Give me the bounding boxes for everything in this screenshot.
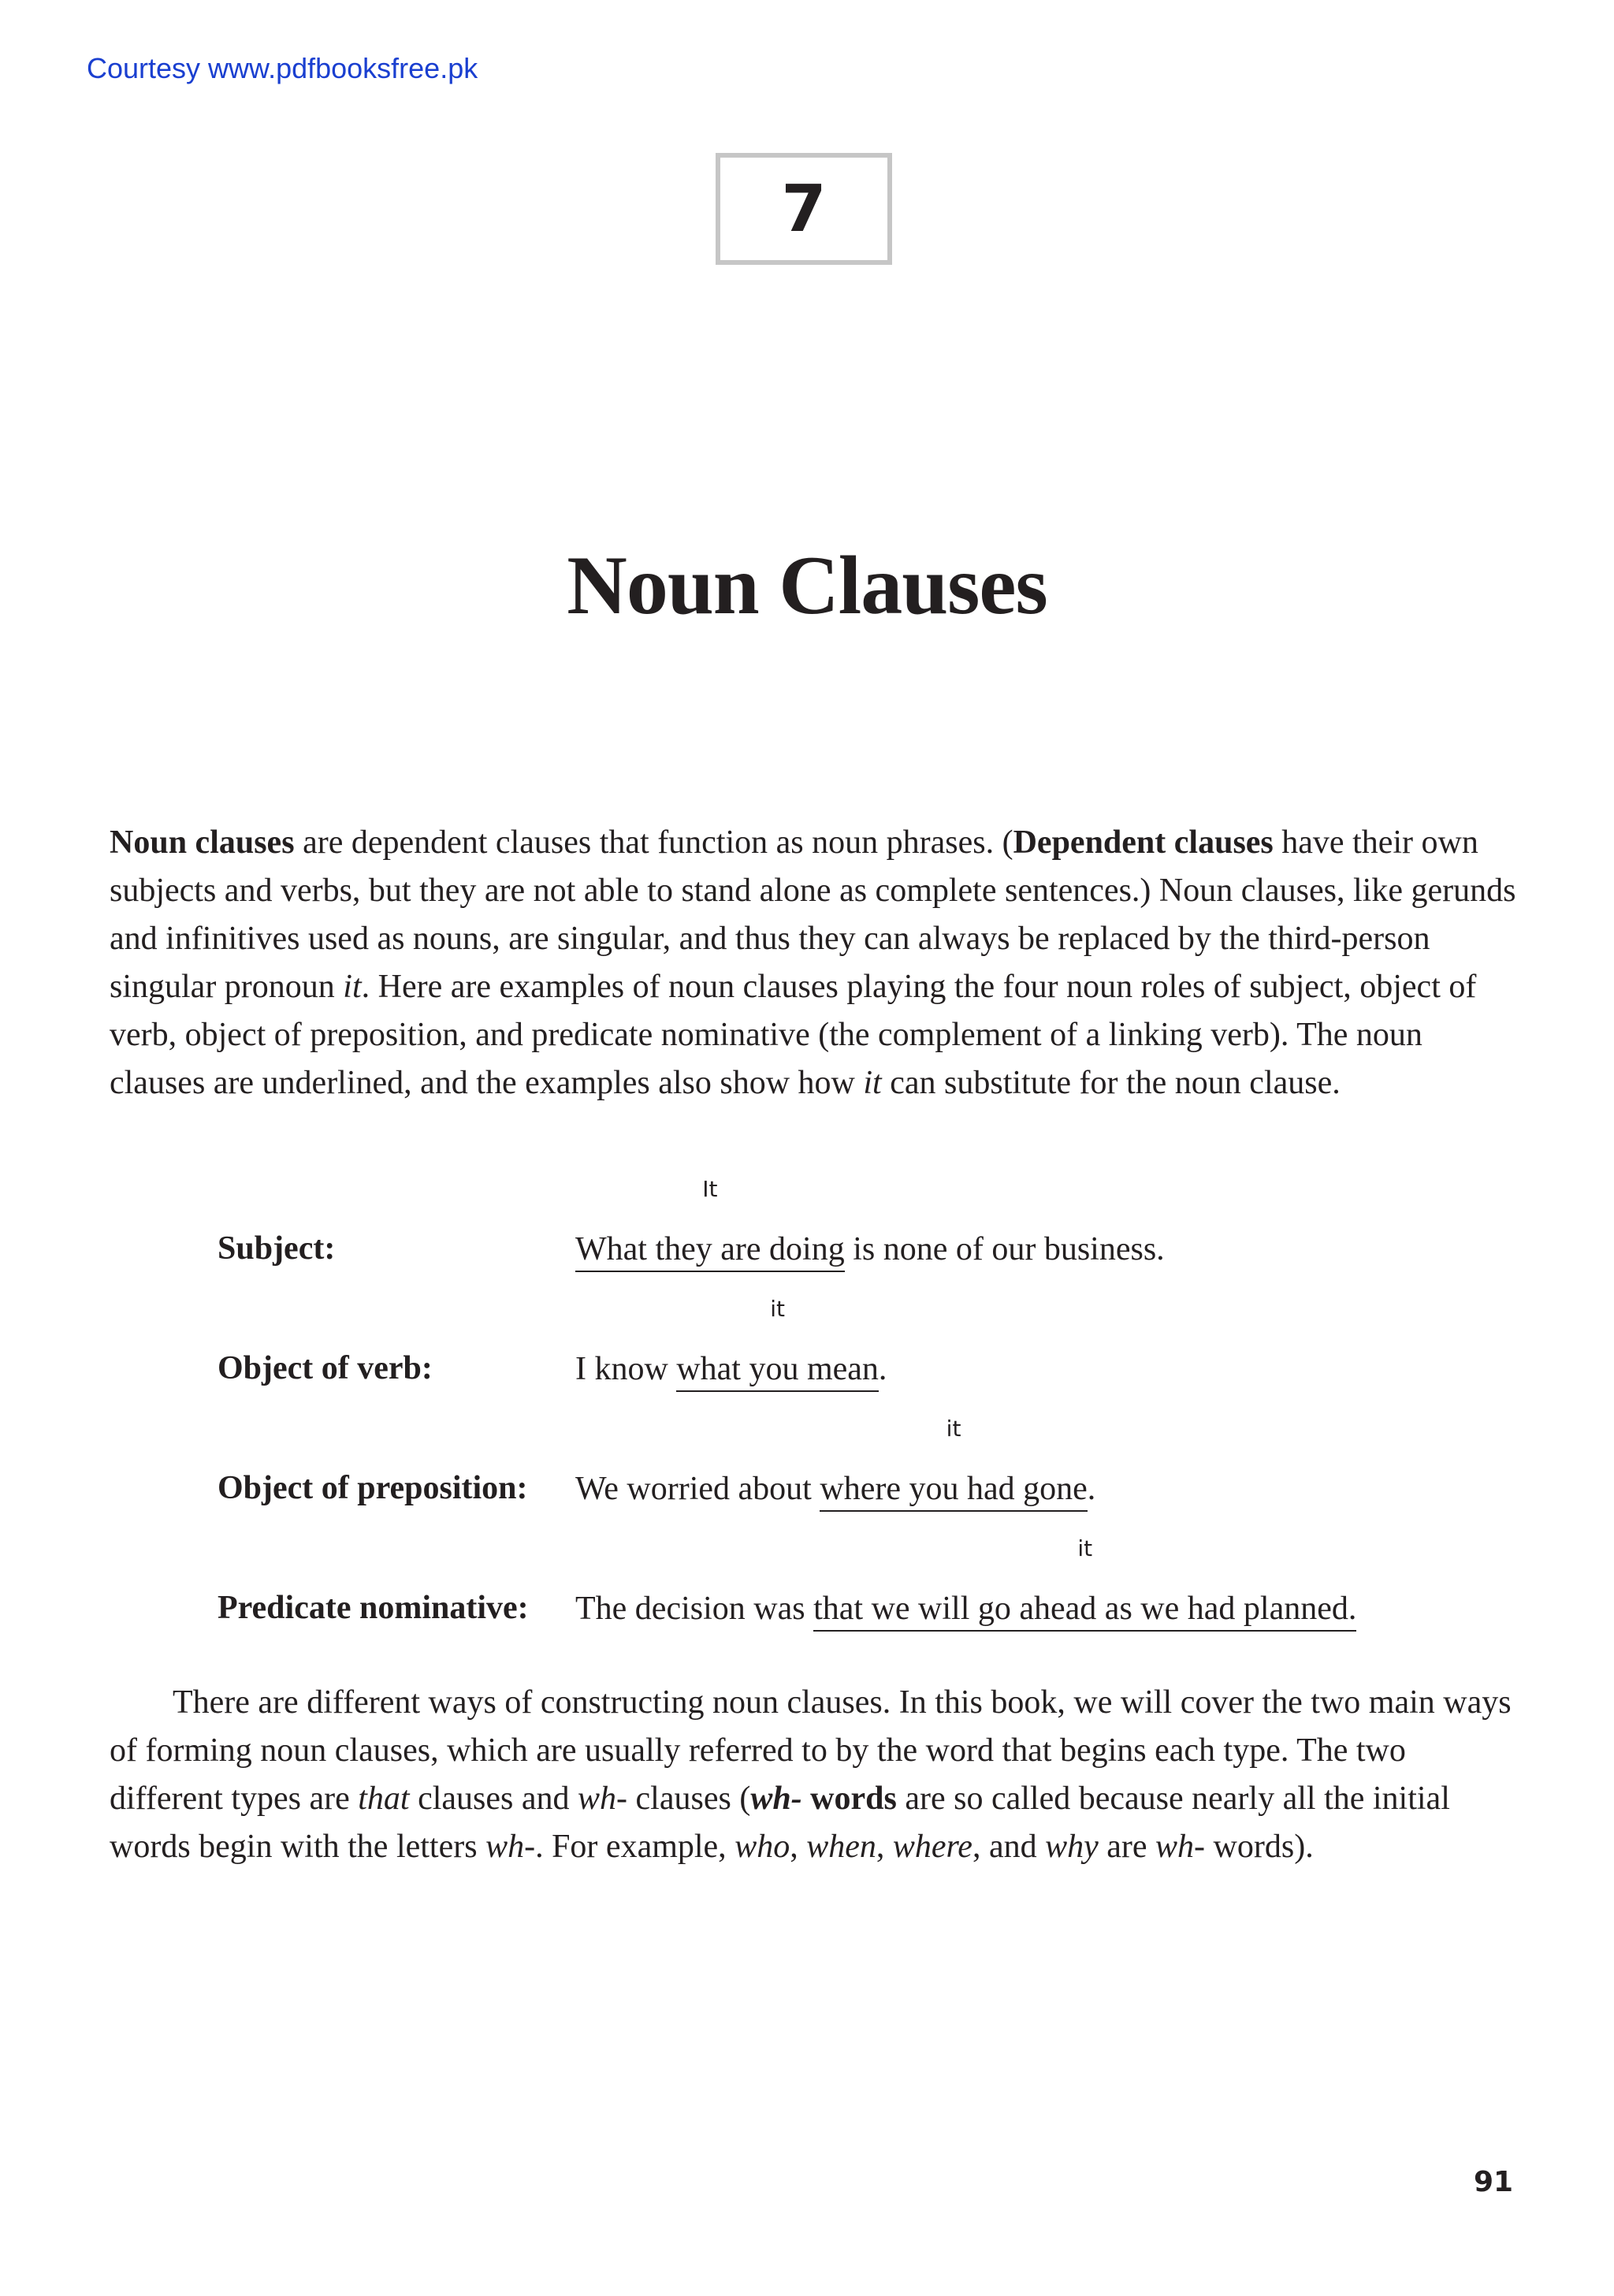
underlined-noun-clause xyxy=(813,1535,1357,1632)
body-text: clauses ( xyxy=(627,1781,751,1817)
body-text: , xyxy=(876,1829,893,1865)
page-number: 91 xyxy=(1474,2166,1514,2198)
example-sentence-object-of-preposition xyxy=(575,1416,1096,1512)
body-text: , xyxy=(790,1829,807,1865)
example-sentence-subject xyxy=(575,1176,1165,1272)
example-sentence-predicate-nominative xyxy=(575,1535,1357,1632)
example-label-object-of-preposition: Object of preposition: xyxy=(218,1470,528,1506)
body-text: words). xyxy=(1205,1829,1314,1865)
underlined-noun-clause xyxy=(575,1176,845,1272)
chapter-number-box xyxy=(716,153,892,265)
chapter-title: Noun Clauses xyxy=(567,539,1047,631)
body-italic: who xyxy=(734,1829,790,1865)
body-text: clauses and xyxy=(409,1781,578,1817)
body-text: . For example, xyxy=(535,1829,735,1865)
body-italic: when xyxy=(806,1829,876,1865)
example-text: is none of our business. xyxy=(844,1231,1165,1267)
example-text: I know xyxy=(575,1351,677,1387)
pronoun-it-mark: It xyxy=(702,1176,718,1202)
body-text: , and xyxy=(972,1829,1046,1865)
example-text: The decision was xyxy=(575,1591,814,1627)
courtesy-link[interactable]: Courtesy www.pdfbooksfree.pk xyxy=(87,52,478,84)
example-text: . xyxy=(1087,1471,1096,1507)
pronoun-it-mark: it xyxy=(946,1416,961,1442)
example-sentence-object-of-verb xyxy=(575,1296,887,1392)
intro-italic: it xyxy=(863,1065,882,1101)
body-text: There are different ways of constructing noun clauses. In this book, we will cover the two main ways of forming noun clauses, which are usually referred to by the word that begins each type. The two different types are xyxy=(110,1684,1512,1817)
body-italic: wh- xyxy=(1155,1829,1206,1865)
chapter-number: 7 xyxy=(781,171,827,247)
intro-text: have their own subjects and verbs, but they are not able to stand alone as complete sentences.) Noun clauses, like gerunds and infinitives used as nouns, are singular, and thus they can always be replaced by the third-person singular pronoun xyxy=(110,824,1516,1005)
example-label-subject: Subject: xyxy=(218,1230,336,1267)
term-dependent-clauses: Dependent clauses xyxy=(1013,824,1274,861)
second-paragraph xyxy=(110,1679,1520,1871)
underlined-noun-clause xyxy=(676,1296,879,1392)
example-label-predicate-nominative: Predicate nominative: xyxy=(218,1590,529,1626)
example-label-object-of-verb: Object of verb: xyxy=(218,1350,433,1386)
body-italic: where xyxy=(892,1829,972,1865)
intro-text: are dependent clauses that function as noun phrases. ( xyxy=(294,824,1013,861)
clause-text: What they are doing xyxy=(575,1231,845,1267)
pronoun-it-mark: it xyxy=(770,1296,786,1322)
body-italic: that xyxy=(358,1781,410,1817)
body-italic: wh- xyxy=(485,1829,536,1865)
intro-paragraph xyxy=(110,819,1520,1107)
underlined-noun-clause xyxy=(820,1416,1088,1512)
term-wh-words xyxy=(750,1781,897,1817)
body-text: are xyxy=(1098,1829,1156,1865)
intro-text: can substitute for the noun clause. xyxy=(881,1065,1341,1101)
intro-text: . Here are examples of noun clauses playing the four noun roles of subject, object of verb, object of preposition, and predicate nominative (the complement of a linking verb). The noun clauses are underlined, and the examples also show how xyxy=(110,969,1477,1101)
clause-text: where you had gone xyxy=(820,1471,1088,1507)
clause-text: what you mean xyxy=(676,1351,879,1387)
body-bold: words xyxy=(801,1781,897,1817)
intro-italic: it xyxy=(343,969,362,1005)
term-noun-clauses: Noun clauses xyxy=(110,824,295,861)
clause-text: that we will go ahead as we had planned. xyxy=(813,1591,1357,1627)
body-italic: wh- xyxy=(578,1781,628,1817)
example-text: . xyxy=(878,1351,887,1387)
body-text: are so called because nearly all the initial words begin with the letters xyxy=(110,1781,1450,1865)
body-bold-italic: wh- xyxy=(750,1781,802,1817)
example-text: We worried about xyxy=(575,1471,820,1507)
body-italic: why xyxy=(1045,1829,1099,1865)
pronoun-it-mark: it xyxy=(1077,1535,1093,1561)
